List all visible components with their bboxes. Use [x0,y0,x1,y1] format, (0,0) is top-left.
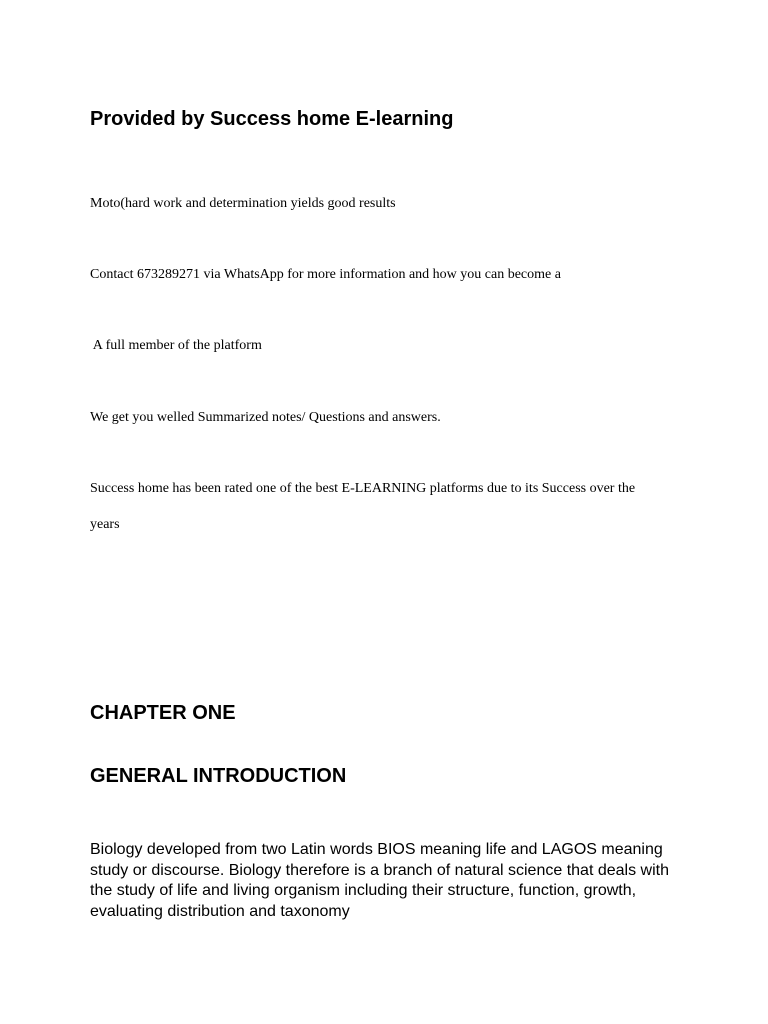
offer-text: We get you welled Summarized notes/ Questions and answers. [90,410,441,425]
intro-paragraph: Biology developed from two Latin words BIOS meaning life and LAGOS meaning study or discourse. Biology therefore is a branch of natural science that deals with the study of life and living organism including their structure, function, growth, evaluating distribution and taxonomy [90,841,669,920]
rating-text-line2: years [90,517,120,532]
provider-title: Provided by Success home E-learning [90,108,454,130]
membership-text: A full member of the platform [90,338,262,353]
contact-text: Contact 673289271 via WhatsApp for more information and how you can become a [90,267,561,282]
chapter-title: GENERAL INTRODUCTION [90,765,347,787]
motto-text: Moto(hard work and determination yields good results [90,196,396,211]
chapter-number: CHAPTER ONE [90,702,236,724]
rating-text-line1: Success home has been rated one of the best E-LEARNING platforms due to its Success over the [90,481,636,496]
